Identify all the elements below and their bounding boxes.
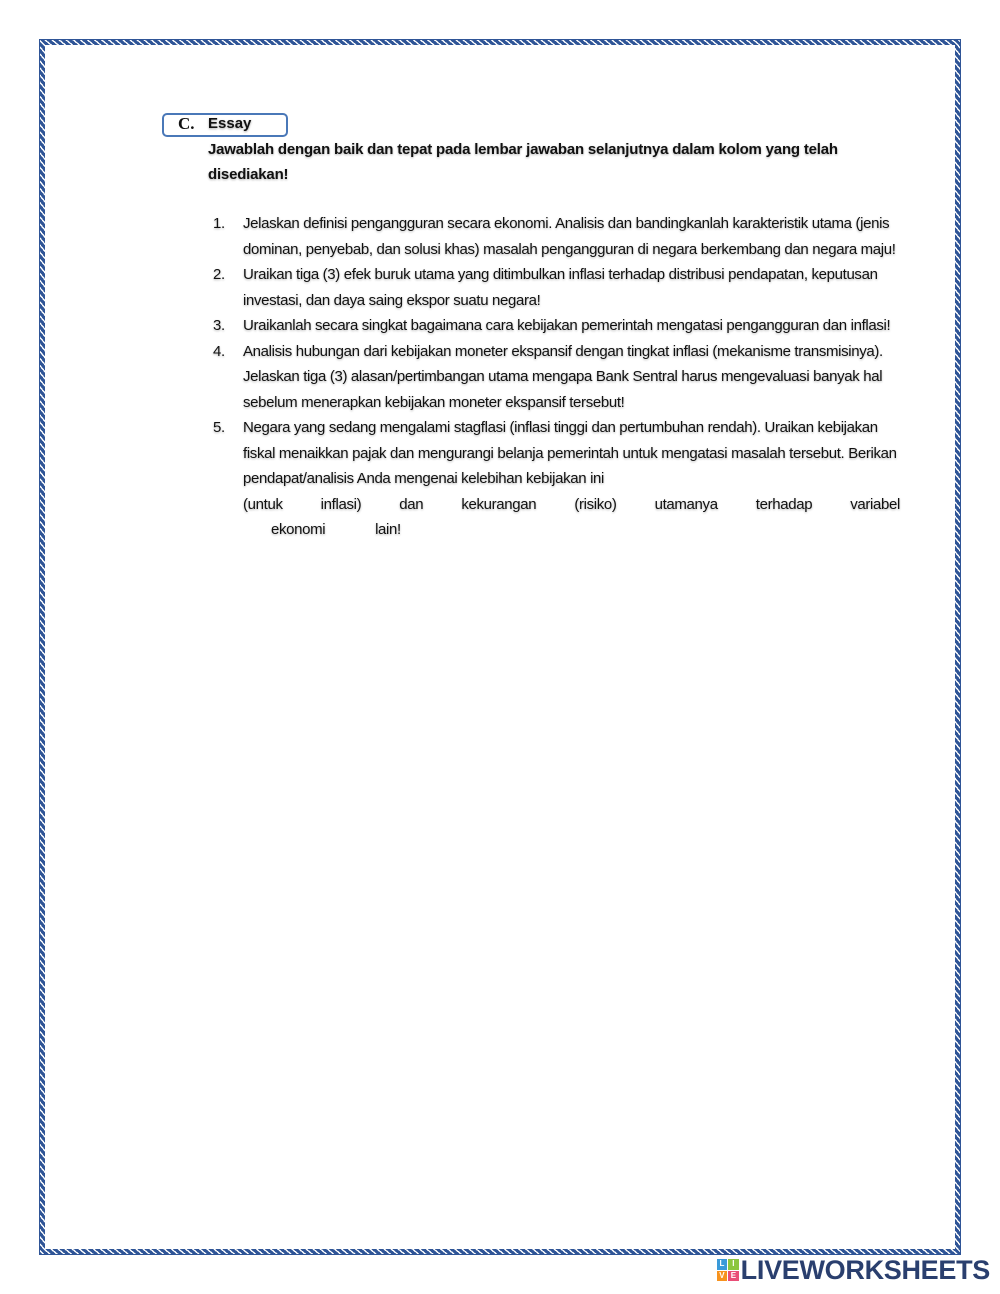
question-item-3 [210, 313, 900, 339]
question-number: 2. [213, 266, 225, 283]
question-item-1 [210, 211, 900, 262]
question-number: 5. [213, 419, 225, 436]
question-text-justified-line: (untuk inflasi) dan kekurangan (risiko) utamanya terhadap variabel [243, 495, 900, 513]
question-item-2 [210, 262, 900, 313]
instruction-text: Jawablah dengan baik dan tepat pada lembar jawaban selanjutnya dalam kolom yang telah disediakan! [208, 141, 838, 183]
logo-letter-e: E [728, 1271, 739, 1282]
logo-letter-i: I [728, 1259, 739, 1270]
section-title: Essay [208, 115, 252, 132]
question-list [210, 211, 900, 543]
question-text: Negara yang sedang mengalami stagflasi (inflasi tinggi dan pertumbuhan rendah). Uraikan kebijakan fiskal menaikkan pajak dan mengurangi belanja pemerintah untuk mengatasi masalah tersebut. Berikan pendapat/analisis Anda mengenai kelebihan kebijakan ini [243, 419, 897, 487]
question-item-5 [210, 415, 900, 543]
section-letter: C. [178, 114, 195, 133]
liveworksheets-logo-icon [717, 1259, 739, 1281]
question-item-4 [210, 339, 900, 416]
liveworksheets-brand[interactable] [717, 1255, 990, 1285]
logo-letter-l: L [717, 1259, 728, 1270]
question-number: 3. [213, 317, 225, 334]
question-text-last-line: ekonomi lain! [271, 521, 401, 538]
question-text: Uraikanlah secara singkat bagaimana cara kebijakan pemerintah mengatasi pengangguran dan inflasi! [243, 317, 891, 334]
question-text: Analisis hubungan dari kebijakan moneter ekspansif dengan tingkat inflasi (mekanisme transmisinya). Jelaskan tiga (3) alasan/pertimbangan utama mengapa Bank Sentral harus mengevaluasi banyak hal sebelum menerapkan kebijakan moneter ekspansif tersebut! [243, 342, 883, 411]
question-text: Uraikan tiga (3) efek buruk utama yang ditimbulkan inflasi terhadap distribusi pendapatan, keputusan investasi, dan daya saing ekspor suatu negara! [243, 266, 878, 309]
brand-name: LIVEWORKSHEETS [740, 1254, 990, 1285]
question-text: Jelaskan definisi pengangguran secara ekonomi. Analisis dan bandingkanlah karakteristik utama (jenis dominan, penyebab, dan solusi khas) masalah pengangguran di negara berkembang dan negara maju! [243, 215, 896, 258]
question-number: 1. [213, 215, 225, 232]
logo-letter-v: V [717, 1271, 728, 1282]
question-number: 4. [213, 342, 225, 360]
